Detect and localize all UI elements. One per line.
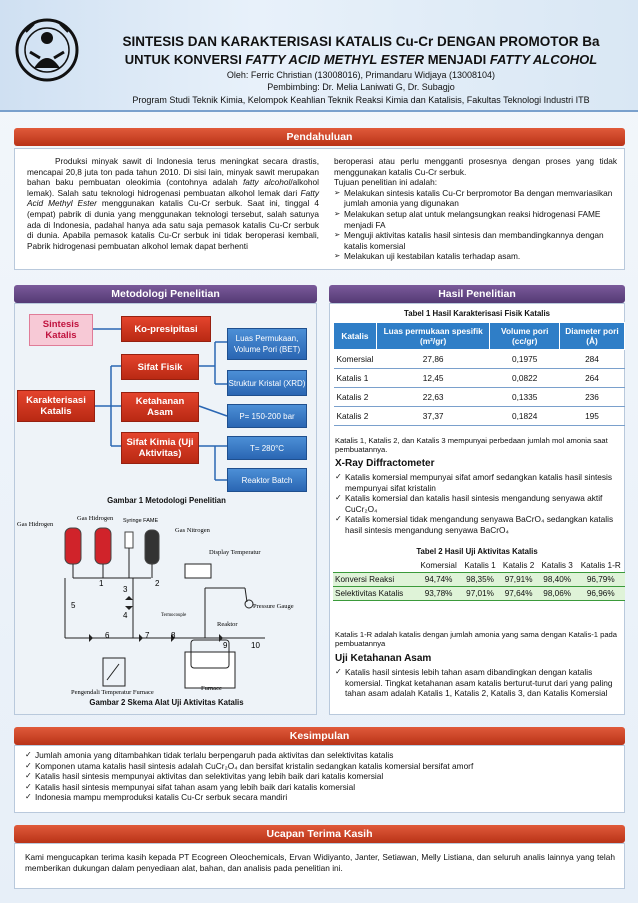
- conclusion-list: [25, 750, 615, 803]
- table-cell: 27,86: [376, 350, 490, 369]
- table-cell: 236: [559, 388, 624, 407]
- valve-label: 4: [123, 611, 128, 620]
- table-row: [334, 350, 625, 369]
- goal-item: ➢ Melakukan sintesis katalis Cu-Cr berpromotor Ba dengan memvariasikan jumlah amonia yang digunakan: [334, 188, 617, 209]
- authors: Oleh: Ferric Christian (13008016), Primandaru Widjaya (13008104): [226, 70, 496, 80]
- table-cell: 97,64%: [499, 587, 538, 601]
- table-cell: 97,91%: [499, 573, 538, 587]
- method-panel: [14, 303, 317, 715]
- table-row: [333, 587, 625, 601]
- label-termocouple: Termocouple: [161, 613, 187, 618]
- table-header: Katalis 3: [538, 559, 577, 573]
- table-cell: Katalis 2: [334, 407, 377, 426]
- thanks-heading: Ucapan Terima Kasih: [14, 825, 625, 843]
- intro-paragraph: Produksi minyak sawit di Indonesia terus meningkat secara drastis, mencapai 20,8 juta ton pada tahun 2010. Di sisi lain, minyak sawit merupakan bahan baku pembuatan oleokimia (contohnya adalah fatty alcohol/alkohol lemak). Salah satu teknologi hidrogenasi pembuatan alkohol lemak dari Fatty Acid Methyl Ester menggunakan katalis Cu-Cr serbuk. Saat ini, tinggal 4 (empat) pabrik di dunia yang menggunakan teknologi tersebut, salah satunya ada di Indonesia, padahal hanya ada satu saja pemasok katalis Cu-Cr serbuk di dunia. Apabila pemasok katalis Cu-Cr serbuk ini tidak beroperasi kembali, Pabrik hidrogenasi pembuatan alkohol lemak dapat berhenti: [27, 156, 319, 251]
- conclusion-item: ✓ Indonesia mampu memproduksi katalis Cu-Cr serbuk secara mandiri: [25, 792, 615, 803]
- label-reaktor: Reaktor: [217, 621, 238, 628]
- method-heading: Metodologi Penelitian: [14, 285, 317, 303]
- table-header: Katalis 1: [461, 559, 500, 573]
- table-header: Luas permukaan spesifik (m²/gr): [376, 323, 490, 350]
- thanks-panel: [14, 843, 625, 889]
- table1: [333, 322, 625, 426]
- acid-title: Uji Ketahanan Asam: [335, 653, 432, 664]
- table2: [333, 559, 625, 601]
- label-syringe: Syringe FAME: [123, 518, 159, 524]
- intro-heading: Pendahuluan: [14, 128, 625, 146]
- intro-right-column: [334, 156, 617, 262]
- xrd-title: X-Ray Diffractometer: [335, 458, 435, 469]
- flow-karakterisasi: Karakterisasi Katalis: [17, 390, 95, 422]
- table-cell: 0,0822: [490, 369, 560, 388]
- label-pengendali: Pengendali Temperatur Furnace: [71, 689, 154, 696]
- label-gas-hidrogen-2: Gas Hidrogen: [77, 515, 114, 522]
- goal-item: ➢ Melakukan uji kestabilan katalis terhadap asam.: [334, 251, 617, 262]
- valve-label: 7: [145, 631, 150, 640]
- table-cell: 97,01%: [461, 587, 500, 601]
- table1-caption: Tabel 1 Hasil Karakterisasi Fisik Katalis: [404, 309, 550, 318]
- table-cell: 94,74%: [416, 573, 460, 587]
- label-furnace: Furnace: [201, 685, 222, 692]
- conclusion-item: ✓ Komponen utama katalis hasil sintesis adalah CuCr₂O₄ dan bersifat kristalin sedangkan katalis komersial bersifat amorf: [25, 761, 615, 772]
- table-cell: 37,37: [376, 407, 490, 426]
- table-cell: 98,06%: [538, 587, 577, 601]
- table-cell: 22,63: [376, 388, 490, 407]
- xrd-item: ✓ Katalis komersial mempunyai sifat amorf sedangkan katalis hasil sintesis mempunyai sifat kristalin: [335, 472, 621, 493]
- gas-cylinders: [65, 528, 159, 564]
- conclusion-item: ✓ Katalis hasil sintesis mempunyai sifat tahan asam yang lebih baik dari katalis komersial: [25, 782, 615, 793]
- valve-label: 10: [251, 641, 260, 650]
- table-header: Komersial: [416, 559, 460, 573]
- table-header-row: [333, 559, 625, 573]
- table-row: [333, 573, 625, 587]
- flow-sifat-kimia: Sifat Kimia (Uji Aktivitas): [121, 432, 199, 464]
- goals-list: [334, 188, 617, 262]
- poster-header: [0, 0, 638, 112]
- valve-label: 8: [171, 631, 176, 640]
- thanks-text: Kami mengucapkan terima kasih kepada PT Ecogreen Oleochemicals, Ervan Widiyanto, Janter, Setiawan, Melly Listiana, dan seluruh analis lainnya yang telah memberikan dukungan dalam penyediaan alat, bahan, dan analisis pada penelitian ini.: [25, 852, 615, 873]
- figure1-caption: Gambar 1 Metodologi Penelitian: [107, 496, 226, 505]
- table-cell: 0,1975: [490, 350, 560, 369]
- conclusion-panel: [14, 745, 625, 813]
- valve-label: 6: [105, 631, 110, 640]
- table-cell: 195: [559, 407, 624, 426]
- flow-sintesis-katalis: Sintesis Katalis: [29, 314, 93, 346]
- table1-note: Katalis 1, Katalis 2, dan Katalis 3 mempunyai perbedaan jumlah mol amonia saat pembuatannya.: [335, 436, 608, 455]
- table-cell: 284: [559, 350, 624, 369]
- valve-label: 3: [123, 585, 128, 594]
- acid-item: ✓ Katalis hasil sintesis lebih tahan asam dibandingkan dengan katalis komersial. Tingkat ketahanan asam katalis berturut-turut dari yang paling tahan asam adalah Katalis 1, Katalis 2, Katalis 3, dan Katalis Komersial: [335, 667, 621, 699]
- table-cell: Katalis 1: [334, 369, 377, 388]
- affiliation: Program Studi Teknik Kimia, Kelompok Keahlian Teknik Reaksi Kimia dan Katalisis, Fakultas Teknologi Industri ITB: [132, 95, 590, 105]
- table-cell: Konversi Reaksi: [333, 573, 416, 587]
- table-cell: 96,79%: [576, 573, 625, 587]
- table-cell: 93,78%: [416, 587, 460, 601]
- table-row: [334, 369, 625, 388]
- table-row: [334, 388, 625, 407]
- valve-label: 2: [155, 579, 160, 588]
- table-cell: 98,40%: [538, 573, 577, 587]
- poster-title-line1: SINTESIS DAN KARAKTERISASI KATALIS Cu-Cr DENGAN PROMOTOR Ba: [122, 34, 600, 49]
- flow-ko-presipitasi: Ko-presipitasi: [121, 316, 211, 342]
- flow-struktur-kristal: Struktur Kristal (XRD): [227, 370, 307, 396]
- flow-sifat-fisik: Sifat Fisik: [121, 354, 199, 380]
- goals-label: Tujuan penelitian ini adalah:: [334, 177, 438, 188]
- label-pressure-gauge: Pressure Gauge: [253, 603, 294, 610]
- table-cell: 0,1335: [490, 388, 560, 407]
- acid-list: [335, 667, 621, 699]
- itb-logo-icon: [12, 12, 82, 92]
- valve-label: 5: [71, 601, 76, 610]
- advisors: Pembimbing: Dr. Melia Laniwati G, Dr. Subagjo: [267, 82, 455, 92]
- table-cell: 264: [559, 369, 624, 388]
- conclusion-item: ✓ Katalis hasil sintesis mempunyai aktivitas dan selektivitas yang lebih baik dari katalis komersial: [25, 771, 615, 782]
- table-header: Katalis 2: [499, 559, 538, 573]
- table-cell: Komersial: [334, 350, 377, 369]
- table-header: [333, 559, 416, 573]
- label-display: Display Temperatur: [209, 549, 261, 556]
- table-header: Katalis: [334, 323, 377, 350]
- table-header-row: [334, 323, 625, 350]
- table-row: [334, 407, 625, 426]
- table-cell: 12,45: [376, 369, 490, 388]
- flow-reaktor-batch: Reaktor Batch: [227, 468, 307, 492]
- flow-pressure: P= 150-200 bar: [227, 404, 307, 428]
- table-cell: 98,35%: [461, 573, 500, 587]
- table-cell: Selektivitas Katalis: [333, 587, 416, 601]
- valve-label: 9: [223, 641, 228, 650]
- table-cell: 0,1824: [490, 407, 560, 426]
- figure2-caption: Gambar 2 Skema Alat Uji Aktivitas Katalis: [89, 698, 244, 707]
- goal-item: ➢ Melakukan setup alat untuk melangsungkan reaksi hidrogenasi FAME menjadi FA: [334, 209, 617, 230]
- table-cell: 96,96%: [576, 587, 625, 601]
- xrd-list: [335, 472, 621, 536]
- table2-caption: Tabel 2 Hasil Uji Aktivitas Katalis: [416, 547, 538, 556]
- flow-ketahanan-asam: Ketahanan Asam: [121, 392, 199, 422]
- label-gas-hidrogen-1: Gas Hidrogen: [17, 521, 54, 528]
- table2-note: Katalis 1-R adalah katalis dengan jumlah amonia yang sama dengan Katalis-1 pada pembuatannya: [335, 630, 617, 649]
- results-heading: Hasil Penelitian: [329, 285, 625, 303]
- flow-temperature: T= 280°C: [227, 436, 307, 460]
- valve-label: 1: [99, 579, 104, 588]
- conclusion-item: ✓ Jumlah amonia yang ditambahkan tidak terlalu berpengaruh pada aktivitas dan selektivitas katalis: [25, 750, 615, 761]
- poster-title-line2: UNTUK KONVERSI FATTY ACID METHYL ESTER MENJADI FATTY ALCOHOL: [124, 52, 598, 67]
- intro-paragraph-continued: beroperasi atau perlu mengganti prosesnya dengan proses yang tidak menggunakan katalis Cu-Cr serbuk.: [334, 156, 617, 177]
- xrd-item: ✓ Katalis komersial dan katalis hasil sintesis mengandung senyawa aktif CuCr₂O₄: [335, 493, 621, 514]
- xrd-item: ✓ Katalis komersial tidak mengandung senyawa BaCrO₄ sedangkan katalis hasil sintesis mengandung senyawa BaCrO₄: [335, 514, 621, 535]
- table-header: Katalis 1-R: [576, 559, 625, 573]
- table-header: Volume pori (cc/gr): [490, 323, 560, 350]
- intro-panel: [14, 148, 625, 270]
- table-header: Diameter pori (Å): [559, 323, 624, 350]
- goal-item: ➢ Menguji aktivitas katalis hasil sintesis dan membandingkannya dengan katalis komersial: [334, 230, 617, 251]
- table-cell: Katalis 2: [334, 388, 377, 407]
- conclusion-heading: Kesimpulan: [14, 727, 625, 745]
- label-gas-nitrogen: Gas Nitrogen: [175, 527, 210, 534]
- apparatus-schematic: [15, 508, 318, 698]
- flow-luas-permukaan: Luas Permukaan, Volume Pori (BET): [227, 328, 307, 360]
